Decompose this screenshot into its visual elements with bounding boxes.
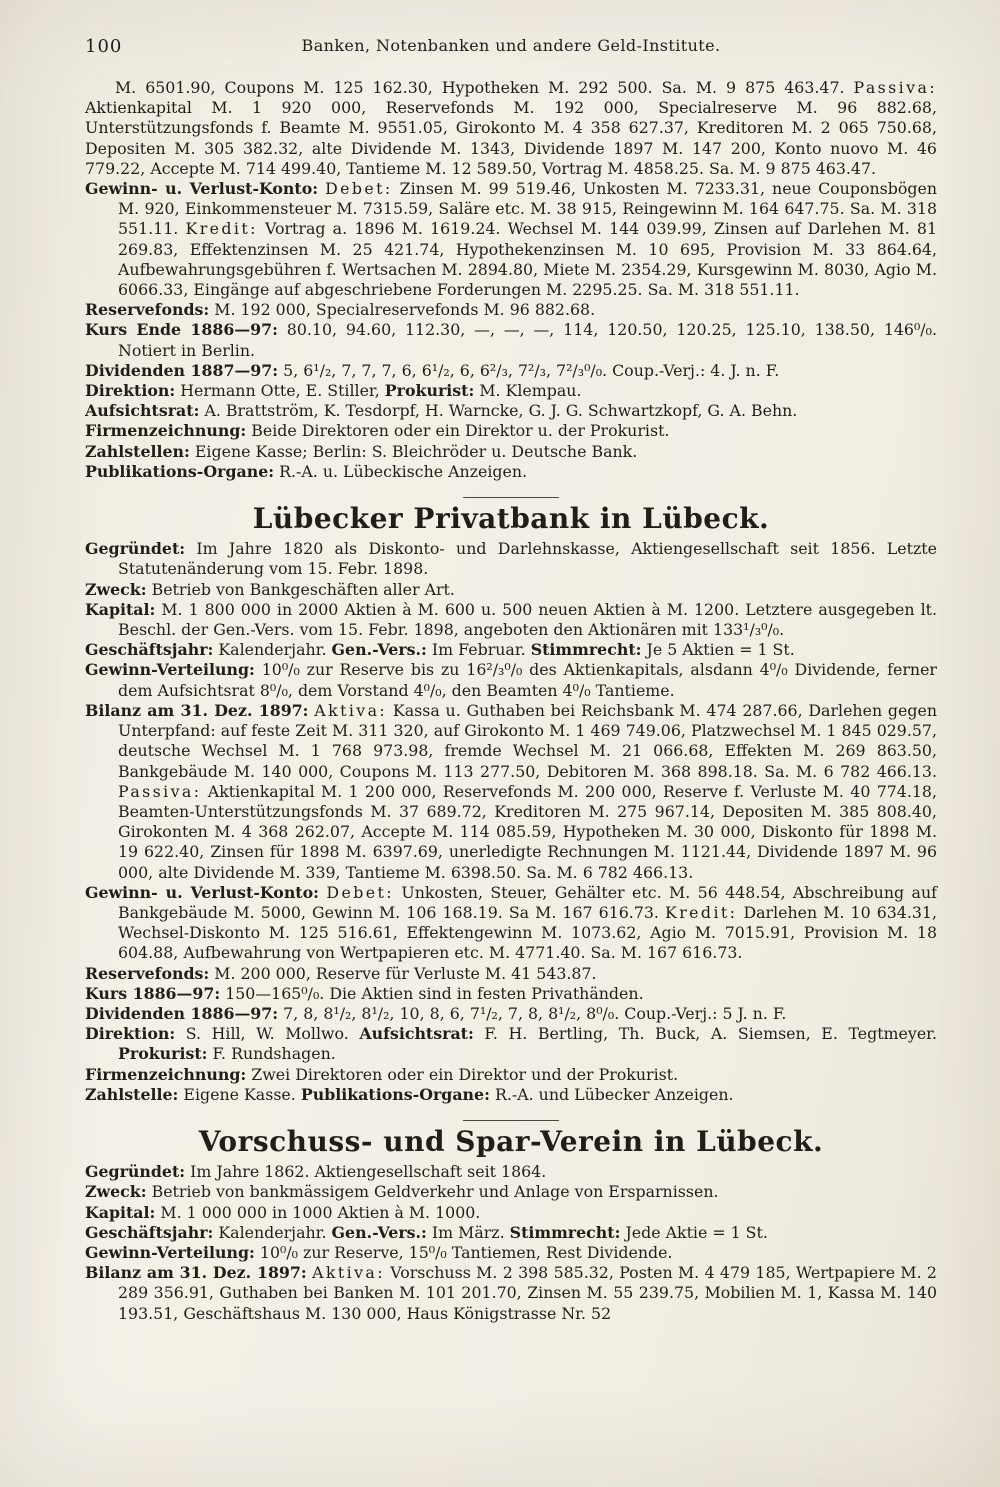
field-label: Firmenzeichnung: [85,421,247,441]
section-heading: Lübecker Privatbank in Lübeck. [252,502,770,536]
text-run: Eigene Kasse; Berlin: S. Bleichröder u. Deutsche Bank. [189,441,638,461]
text-run: 80.10, 94.60, 112.30, —, —, —, 114, 120.50, 120.25, 125.10, 138.50, 146⁰/₀. Notiert in Berlin. [118,320,937,360]
paragraph [85,442,937,462]
paragraph [85,600,937,640]
emphasized-term: Debet: [326,882,394,902]
paragraph [85,421,937,441]
text-run: Zinsen M. 99 519.46, Unkosten M. 7233.31, neue Couponsbögen M. 920, Einkommensteuer M. 7315.59, Saläre etc. M. 38 915, Reingewinn M. 164 647.75. Sa. M. 318 551.11. [118,179,938,239]
field-label: Dividenden 1887—97: [85,360,279,380]
field-label: Gewinn-Verteilung: [85,1242,255,1262]
paragraph [85,361,937,381]
paragraph [85,984,937,1004]
text-run: Kalenderjahr. [213,640,332,660]
text-run: Zwei Direktoren oder ein Direktor und der Prokurist. [246,1064,679,1084]
paragraph [85,1182,937,1202]
text-run: Aktienkapital M. 1 920 000, Reservefonds M. 192 000, Specialreserve M. 96 882.68, Unterstützungsfonds f. Beamte M. 9551.05, Girokonto M. 4 358 627.37, Kreditoren M. 2 065 750.68, Depositen M. 305 382.32, alte Dividende M. 1343, Dividende 1897 M. 147 200, Konto nuovo M. 46 779.22, Accepte M. 714 499.40, Tantieme M. 12 589.50, Vortrag M. 4858.25. Sa. M. 9 875 463.47. [85,98,937,178]
text-run: Hermann Otte, E. Stiller, [175,381,385,401]
paragraph [85,539,937,579]
field-label: Kapital: [85,599,156,619]
field-label: Kurs Ende 1886—97: [85,320,278,340]
field-label: Gewinn-Verteilung: [85,660,255,680]
paragraph [85,381,937,401]
field-label: Gegründet: [85,1162,186,1182]
text-run: 10⁰/₀ zur Reserve bis zu 16²/₃⁰/₀ des Aktienkapitals, alsdann 4⁰/₀ Dividende, ferner dem Aufsichtsrat 8⁰/₀, dem Vorstand 4⁰/₀, den Beamten 4⁰/₀ Tantieme. [118,660,937,700]
text-run: 10⁰/₀ zur Reserve, 15⁰/₀ Tantiemen, Rest Dividende. [254,1242,673,1262]
text-run: Vorschuss M. 2 398 585.32, Posten M. 4 479 185, Wertpapiere M. 2 289 356.91, Guthaben bei Banken M. 101 201.70, Zinsen M. 55 239.75, Mobilien M. 1, Kassa M. 140 193.51, Geschäftshaus M. 130 000, Haus Königstrasse Nr. 52 [118,1263,937,1323]
field-label: Zahlstellen: [85,441,190,461]
text-run: Eigene Kasse. [178,1084,301,1104]
text-run: F. Rundshagen. [207,1044,336,1064]
field-label: Stimmrecht: [509,1222,621,1242]
text-run: F. H. Bertling, Th. Buck, A. Siemsen, E. Tegtmeyer. [473,1024,937,1044]
text-run: A. Brattström, K. Tesdorpf, H. Warncke, G. J. G. Schwartzkopf, G. A. Behn. [199,401,798,421]
field-label: Publikations-Organe: [300,1084,490,1104]
text-run: 5, 6¹/₂, 7, 7, 7, 6, 6¹/₂, 6, 6²/₃, 7²/₃, 7²/₃⁰/₀. Coup.-Verj.: 4. J. n. F. [278,360,780,380]
running-header: Banken, Notenbanken und andere Geld-Institute. [301,36,721,55]
paragraph [85,401,937,421]
document-body [85,78,937,1324]
page-header [0,0,1000,60]
text-run: Im Jahre 1862. Aktiengesellschaft seit 1864. [185,1162,547,1182]
paragraph [85,1065,937,1085]
field-label: Prokurist: [118,1044,208,1064]
field-label: Direktion: [85,1024,176,1044]
text-run: M. 6501.90, Coupons M. 125 162.30, Hypotheken M. 292 500. Sa. M. 9 875 463.47. [115,78,854,97]
emphasized-term: Debet: [325,179,393,199]
section-divider [463,1120,559,1121]
paragraph [85,300,937,320]
field-label: Kapital: [85,1202,156,1222]
field-label: Stimmrecht: [530,640,642,660]
text-run: M. 200 000, Reserve für Verluste M. 41 543.87. [209,963,597,983]
text-run: Jede Aktie = 1 St. [620,1222,768,1242]
field-label: Gewinn- u. Verlust-Konto: [85,882,319,902]
field-label: Bilanz am 31. Dez. 1897: [85,700,309,720]
paragraph [85,179,937,300]
emphasized-term: Aktiva: [312,1263,385,1283]
text-run: Kassa u. Guthaben bei Reichsbank M. 474 287.66, Darlehen gegen Unterpfand: auf feste Zeit M. 311 320, auf Girokonto M. 1 469 749.06, Platzwechsel M. 1 845 029.57, deutsche Wechsel M. 1 768 973.98, fremde Wechsel M. 21 066.68, Effekten M. 269 863.50, Bankgebäude M. 140 000, Coupons M. 113 277.50, Debitoren M. 368 898.18. Sa. M. 6 782 466.13. [118,700,937,781]
text-run: M. 1 800 000 in 2000 Aktien à M. 600 u. 500 neuen Aktien à M. 1200. Letztere ausgegeben lt. Beschl. der Gen.-Vers. vom 15. Febr. 1898, angeboten den Aktionären mit 133¹/₃⁰/₀. [118,599,937,640]
field-label: Gen.-Vers.: [331,640,427,660]
text-run: Vortrag a. 1896 M. 1619.24. Wechsel M. 144 039.99, Zinsen auf Darlehen M. 81 269.83, Effektenzinsen M. 25 421.74, Hypothekenzinsen M. 10 695, Provision M. 33 864.64, Aufbewahrungsgebühren f. Wertsachen M. 2894.80, Miete M. 2354.29, Kursgewinn M. 8030, Agio M. 6066.33, Eingänge auf abgeschriebene Forderungen M. 2295.25. Sa. M. 318 551.11. [118,219,937,300]
text-run: Im Jahre 1820 als Diskonto- und Darlehnskasse, Aktiengesellschaft seit 1856. Letzte Statutenänderung vom 15. Febr. 1898. [118,539,937,579]
text-run: S. Hill, W. Mollwo. [175,1024,360,1044]
section-divider [463,497,559,498]
text-run: Unkosten, Steuer, Gehälter etc. M. 56 448.54, Abschreibung auf Bankgebäude M. 5000, Gewinn M. 106 168.19. Sa M. 167 616.73. [118,882,937,922]
field-label: Zahlstelle: [85,1084,179,1104]
field-label: Bilanz am 31. Dez. 1897: [85,1263,307,1283]
section-heading: Vorschuss- und Spar-Verein in Lübeck. [198,1124,824,1158]
field-label: Reservefonds: [85,300,210,320]
text-run: Betrieb von bankmässigem Geldverkehr und Anlage von Ersparnissen. [146,1182,719,1202]
paragraph [85,701,937,883]
emphasized-term: Aktiva: [314,700,388,720]
emphasized-term: Kredit: [665,902,738,922]
field-label: Prokurist: [384,381,475,401]
field-label: Geschäftsjahr: [85,640,214,660]
text-run: R.-A. und Lübecker Anzeigen. [489,1084,734,1104]
text-run: M. 192 000, Specialreservefonds M. 96 882.68. [209,300,596,320]
paragraph [85,1162,937,1182]
paragraph [85,964,937,984]
field-label: Reservefonds: [85,963,210,983]
text-run: Kalenderjahr. [213,1222,332,1242]
field-label: Aufsichtsrat: [359,1024,474,1044]
text-run: Betrieb von Bankgeschäften aller Art. [146,579,455,599]
paragraph [85,1004,937,1024]
text-run: 150—165⁰/₀. Die Aktien sind in festen Privathänden. [220,983,644,1003]
emphasized-term: Kredit: [185,219,258,239]
paragraph [85,580,937,600]
text-run: R.-A. u. Lübeckische Anzeigen. [274,461,528,481]
paragraph [85,78,937,179]
field-label: Gen.-Vers.: [331,1222,427,1242]
field-label: Gewinn- u. Verlust-Konto: [85,179,319,199]
paragraph [85,660,937,700]
paragraph [85,1024,937,1064]
emphasized-term: Passiva: [118,781,202,801]
paragraph [85,1203,937,1223]
paragraph [85,1085,937,1105]
text-run: Je 5 Aktien = 1 St. [641,640,795,660]
text-run: Beide Direktoren oder ein Direktor u. der Prokurist. [246,421,670,441]
field-label: Dividenden 1886—97: [85,1003,279,1023]
field-label: Zweck: [85,1182,147,1202]
field-label: Geschäftsjahr: [85,1222,214,1242]
text-run: Aktienkapital M. 1 200 000, Reservefonds M. 200 000, Reserve f. Verluste M. 40 774.18, Beamten-Unterstützungsfonds M. 37 689.72, Kreditoren M. 275 967.14, Depositen M. 385 808.40, Girokonten M. 4 368 262.07, Accepte M. 114 085.59, Hypotheken M. 30 000, Diskonto für 1898 M. 19 622.40, Zinsen für 1898 M. 6397.69, unerledigte Rechnungen M. 1121.44, Dividende 1897 M. 96 000, alte Dividende M. 339, Tantieme M. 6398.50. Sa. M. 6 782 466.13. [118,781,937,882]
field-label: Direktion: [85,381,176,401]
paragraph [85,320,937,360]
paragraph [85,1263,937,1324]
text-run: Im März. [426,1222,510,1242]
page-number: 100 [85,36,123,57]
text-run: 7, 8, 8¹/₂, 8¹/₂, 10, 8, 6, 7¹/₂, 7, 8, 8¹/₂, 8⁰/₀. Coup.-Verj.: 5 J. n. F. [278,1003,787,1023]
paragraph [85,462,937,482]
paragraph [85,1243,937,1263]
text-run: Im Februar. [426,640,531,660]
field-label: Aufsichtsrat: [85,401,200,421]
text-run: M. Klempau. [474,381,582,401]
field-label: Zweck: [85,579,147,599]
paragraph [85,883,937,964]
field-label: Gegründet: [85,539,186,559]
text-run: Darlehen M. 10 634.31, Wechsel-Diskonto M. 125 516.61, Effektengewinn M. 1073.62, Agio M. 7015.91, Provision M. 18 604.88, Aufbewahrung von Wertpapieren etc. M. 4771.40. Sa. M. 167 616.73. [118,902,937,963]
emphasized-term: Passiva: [853,78,937,97]
paragraph [85,1223,937,1243]
field-label: Publikations-Organe: [85,461,275,481]
paragraph [85,640,937,660]
text-run: M. 1 000 000 in 1000 Aktien à M. 1000. [155,1202,481,1222]
field-label: Kurs 1886—97: [85,983,221,1003]
field-label: Firmenzeichnung: [85,1064,247,1084]
